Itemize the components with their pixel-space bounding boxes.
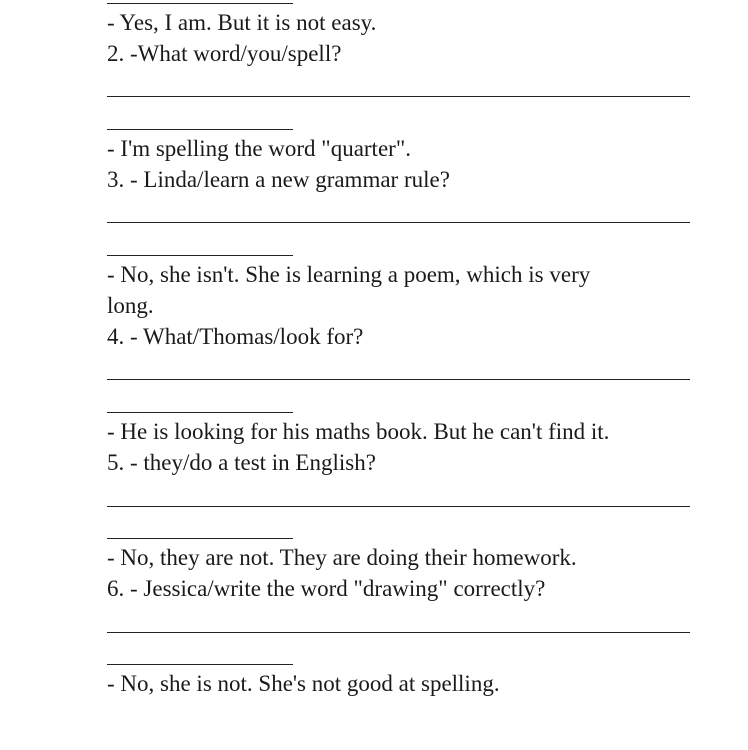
answer-text: - Yes, I am. But it is not easy.: [107, 10, 377, 35]
answer-blank-short: [107, 664, 293, 665]
answer-text-continued: long.: [107, 293, 154, 318]
answer-blank-long: [107, 222, 690, 223]
answer-text: - No, they are not. They are doing their homework.: [107, 545, 577, 570]
answer-text: - I'm spelling the word "quarter".: [107, 136, 411, 161]
question-text: 3. - Linda/learn a new grammar rule?: [107, 167, 450, 192]
answer-text: - He is looking for his maths book. But he can't find it.: [107, 419, 610, 444]
answer-blank-long: [107, 96, 690, 97]
answer-text: - No, she is not. She's not good at spelling.: [107, 671, 500, 696]
answer-blank-long: [107, 379, 690, 380]
answer-blank-short: [107, 129, 293, 130]
question-text: 2. -What word/you/spell?: [107, 41, 342, 66]
answer-blank-short: [107, 538, 293, 539]
answer-blank-long: [107, 506, 690, 507]
question-text: 4. - What/Thomas/look for?: [107, 324, 364, 349]
answer-blank-short: [107, 412, 293, 413]
answer-text: - No, she isn't. She is learning a poem, which is very: [107, 262, 591, 287]
answer-blank-short: [107, 3, 293, 4]
answer-blank-long: [107, 632, 690, 633]
question-text: 6. - Jessica/write the word "drawing" correctly?: [107, 576, 546, 601]
question-text: 5. - they/do a test in English?: [107, 450, 376, 475]
answer-blank-short: [107, 255, 293, 256]
